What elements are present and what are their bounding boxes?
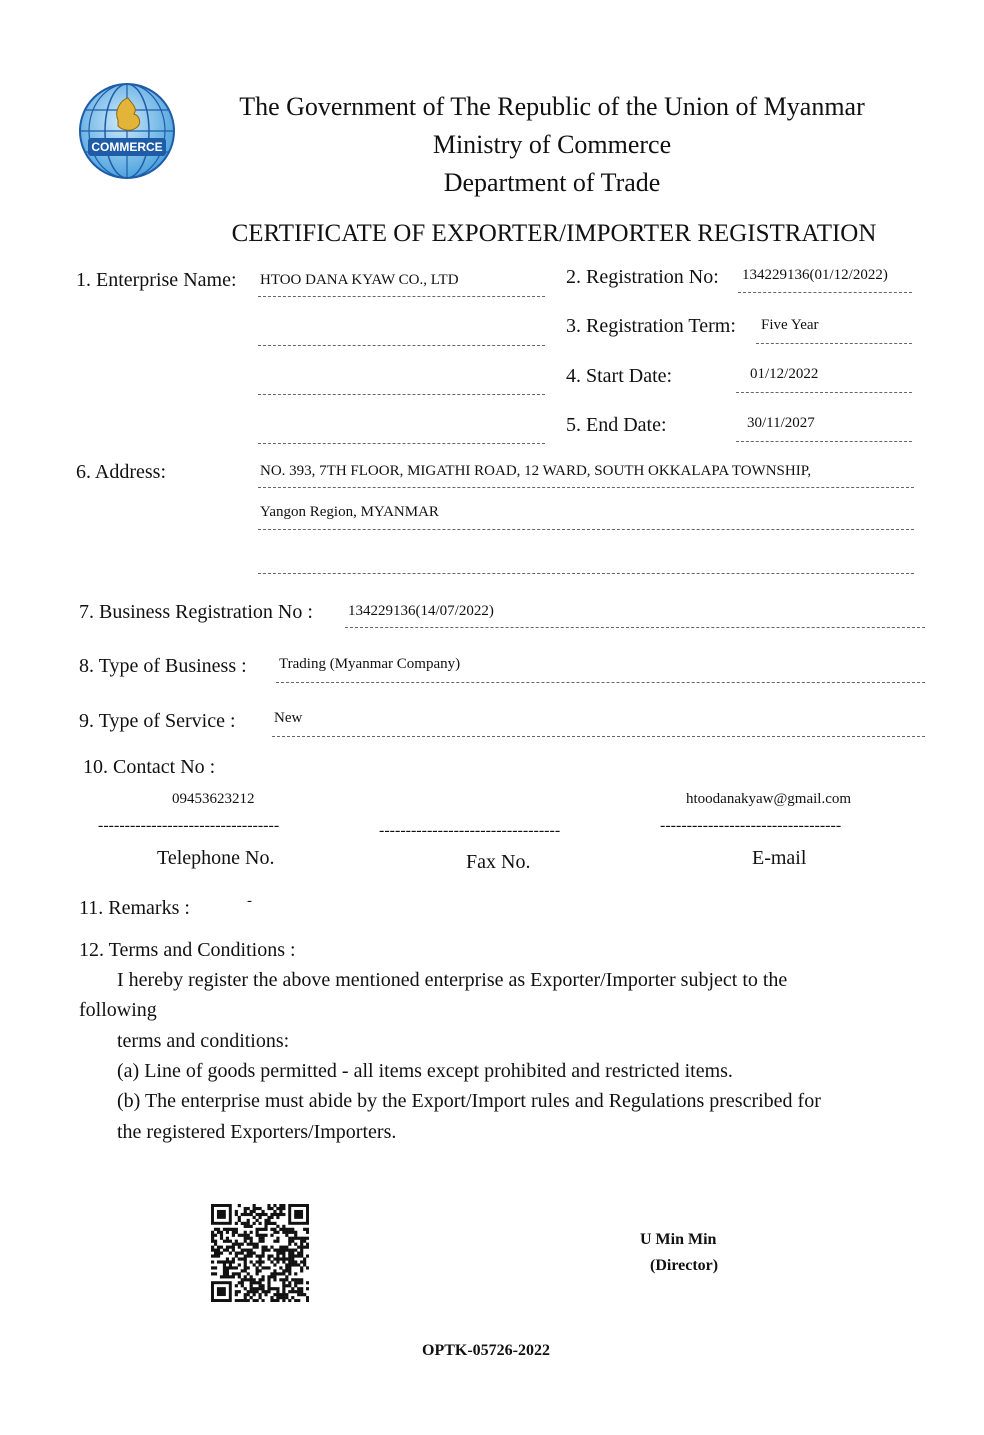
telephone-label: Telephone No.: [157, 847, 275, 869]
terms-line-4: (a) Line of goods permitted - all items except prohibited and restricted items.: [117, 1060, 733, 1082]
registration-term-value: Five Year: [761, 317, 819, 333]
address-rule-2: [258, 529, 914, 530]
terms-heading: 12. Terms and Conditions :: [79, 939, 296, 961]
email-value: htoodanakyaw@gmail.com: [686, 791, 852, 807]
address-rule-3: [258, 573, 914, 574]
type-service-value: New: [274, 710, 303, 726]
remarks-value: -: [247, 893, 252, 909]
registration-term-label: 3. Registration Term:: [566, 315, 736, 337]
type-business-line: [276, 682, 925, 683]
start-date-line: [736, 392, 912, 393]
telephone-value: 09453623212: [172, 791, 255, 807]
enterprise-name-line-4: [258, 443, 545, 444]
enterprise-name-line-1: [258, 296, 545, 297]
remarks-label: 11. Remarks :: [79, 897, 190, 919]
business-reg-label: 7. Business Registration No :: [79, 601, 313, 623]
header-ministry: Ministry of Commerce: [432, 130, 672, 159]
start-date-value: 01/12/2022: [750, 366, 819, 382]
terms-line-6: the registered Exporters/Importers.: [117, 1121, 397, 1143]
terms-line-5: (b) The enterprise must abide by the Export/Import rules and Regulations prescribed for: [117, 1090, 821, 1112]
enterprise-name-label: 1. Enterprise Name:: [76, 269, 237, 291]
type-business-label: 8. Type of Business :: [79, 655, 247, 677]
fax-label: Fax No.: [466, 851, 531, 873]
contact-label: 10. Contact No :: [83, 756, 216, 778]
terms-line-1: I hereby register the above mentioned enterprise as Exporter/Importer subject to the: [117, 969, 788, 991]
registration-no-label: 2. Registration No:: [566, 266, 719, 288]
start-date-label: 4. Start Date:: [566, 365, 673, 387]
address-rule-1: [258, 487, 914, 488]
logo-text: COMMERCE: [91, 140, 163, 154]
header-government: The Government of The Republic of the Union of Myanmar: [239, 92, 865, 121]
signatory-name: U Min Min: [640, 1231, 717, 1248]
end-date-value: 30/11/2027: [747, 415, 815, 431]
business-reg-value: 134229136(14/07/2022): [348, 603, 494, 619]
type-service-label: 9. Type of Service :: [79, 710, 236, 732]
telephone-rule: ----------------------------------: [98, 817, 280, 834]
certificate-title: CERTIFICATE OF EXPORTER/IMPORTER REGISTRATION: [231, 220, 877, 247]
enterprise-name-line-2: [258, 345, 545, 346]
email-label: E-mail: [752, 847, 807, 869]
registration-no-line: [738, 292, 912, 293]
certificate-code: OPTK-05726-2022: [422, 1342, 550, 1359]
registration-no-value: 134229136(01/12/2022): [742, 267, 888, 283]
fax-rule: ----------------------------------: [379, 822, 561, 839]
registration-term-line: [756, 343, 912, 344]
signatory-title: (Director): [650, 1257, 719, 1274]
end-date-label: 5. End Date:: [566, 414, 667, 436]
enterprise-name-line-3: [258, 394, 545, 395]
type-business-value: Trading (Myanmar Company): [279, 656, 461, 672]
type-service-line: [272, 736, 925, 737]
terms-line-2: following: [79, 999, 157, 1021]
business-reg-line: [345, 627, 925, 628]
address-line-1: NO. 393, 7TH FLOOR, MIGATHI ROAD, 12 WARD, SOUTH OKKALAPA TOWNSHIP,: [260, 463, 812, 479]
end-date-line: [736, 441, 912, 442]
address-line-2: Yangon Region, MYANMAR: [260, 504, 439, 520]
terms-line-3: terms and conditions:: [117, 1030, 290, 1052]
address-label: 6. Address:: [76, 461, 166, 483]
email-rule: ----------------------------------: [660, 817, 842, 834]
enterprise-name-value: HTOO DANA KYAW CO., LTD: [260, 272, 459, 288]
qr-code: [211, 1204, 309, 1302]
header-department: Department of Trade: [443, 168, 661, 197]
